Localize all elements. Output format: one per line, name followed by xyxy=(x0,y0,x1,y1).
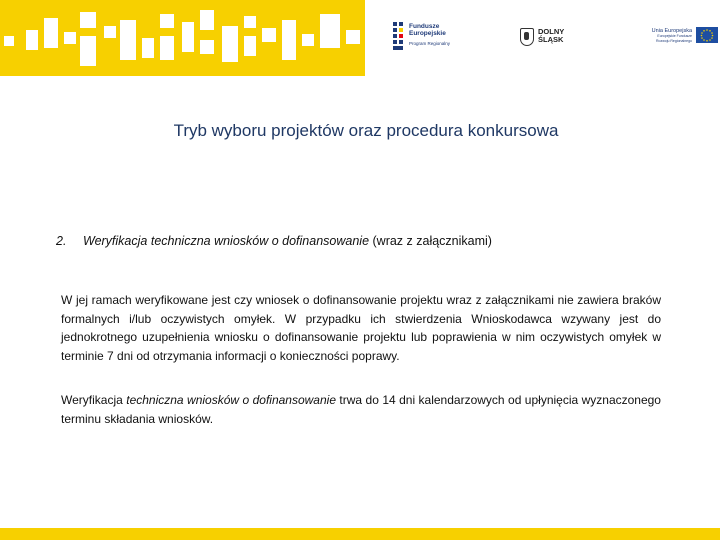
slide-title: Tryb wyboru projektów oraz procedura konkursowa xyxy=(173,121,559,140)
decor-square xyxy=(182,22,194,52)
decor-square xyxy=(64,32,76,44)
decor-square xyxy=(26,30,38,50)
decor-square xyxy=(4,36,14,46)
paragraph-2 xyxy=(61,391,661,428)
decor-square xyxy=(222,26,238,62)
decor-square xyxy=(244,36,256,56)
eu-logo-text xyxy=(650,28,692,43)
fe-logo-sub: Program Regionalny xyxy=(409,41,451,46)
fe-logo-line1: Fundusze xyxy=(409,23,440,30)
numbered-item xyxy=(56,234,492,248)
ds-logo-text xyxy=(538,28,583,44)
decor-square xyxy=(346,30,360,44)
footer-bar xyxy=(0,528,720,540)
decor-square xyxy=(104,26,116,38)
fe-logo-icon xyxy=(393,22,405,50)
eu-flag-icon xyxy=(696,27,718,43)
decor-square xyxy=(120,20,136,60)
fe-logo-line2: Europejskie xyxy=(409,30,446,37)
paragraph-2-pre: Weryfikacja xyxy=(61,393,127,407)
decor-square xyxy=(200,40,214,54)
paragraph-1: W jej ramach weryfikowane jest czy wniosek o dofinansowanie projektu wraz z załącznikami nie zawiera braków formalnych i/lub oczywistych omyłek. W przypadku ich stwierdzenia Wnioskodawca wzywany jest do jednokrotnego uzupełnienia wniosku o dofinansowanie projektu lub poprawienia w nim oczywistych omyłek w terminie 7 dni od otrzymania informacji o konieczności poprawy. xyxy=(61,293,661,363)
eu-logo-line3: Rozwoju Regionalnego xyxy=(656,38,692,43)
fundusze-europejskie-logo xyxy=(393,20,469,54)
decor-square xyxy=(200,10,214,30)
decor-square xyxy=(80,12,96,28)
item-italic-text: Weryfikacja techniczna wniosków o dofinansowanie xyxy=(83,234,370,248)
decor-square xyxy=(320,14,340,48)
ds-logo-line1: DOLNY xyxy=(538,27,565,36)
decor-square xyxy=(160,14,174,28)
eu-logo-line1: Unia Europejska xyxy=(651,28,692,34)
crest-icon xyxy=(520,28,534,46)
paragraph-2-italic: techniczna wniosków o dofinansowanie xyxy=(126,393,336,407)
item-rest-text: (wraz z załącznikami) xyxy=(369,234,492,248)
logo-strip xyxy=(365,0,720,76)
decor-square xyxy=(302,34,314,46)
ds-logo-line2: ŚLĄSK xyxy=(538,35,564,44)
fe-logo-text xyxy=(409,23,469,37)
eu-logo xyxy=(650,26,720,50)
decor-square xyxy=(262,28,276,42)
dolny-slask-logo xyxy=(520,27,580,49)
decor-square xyxy=(282,20,296,60)
decor-square xyxy=(244,16,256,28)
decor-square xyxy=(142,38,154,58)
item-number: 2. xyxy=(56,234,67,248)
paragraph-2-post: trwa do 14 dni kalendarzowych od upłynięcia wyznaczonego terminu składania wniosków. xyxy=(61,393,661,426)
decor-square xyxy=(80,36,96,66)
header-banner xyxy=(0,0,720,76)
eu-logo-line2: Europejskie Fundusze xyxy=(657,34,692,38)
decor-square xyxy=(160,36,174,60)
decor-square xyxy=(44,18,58,48)
